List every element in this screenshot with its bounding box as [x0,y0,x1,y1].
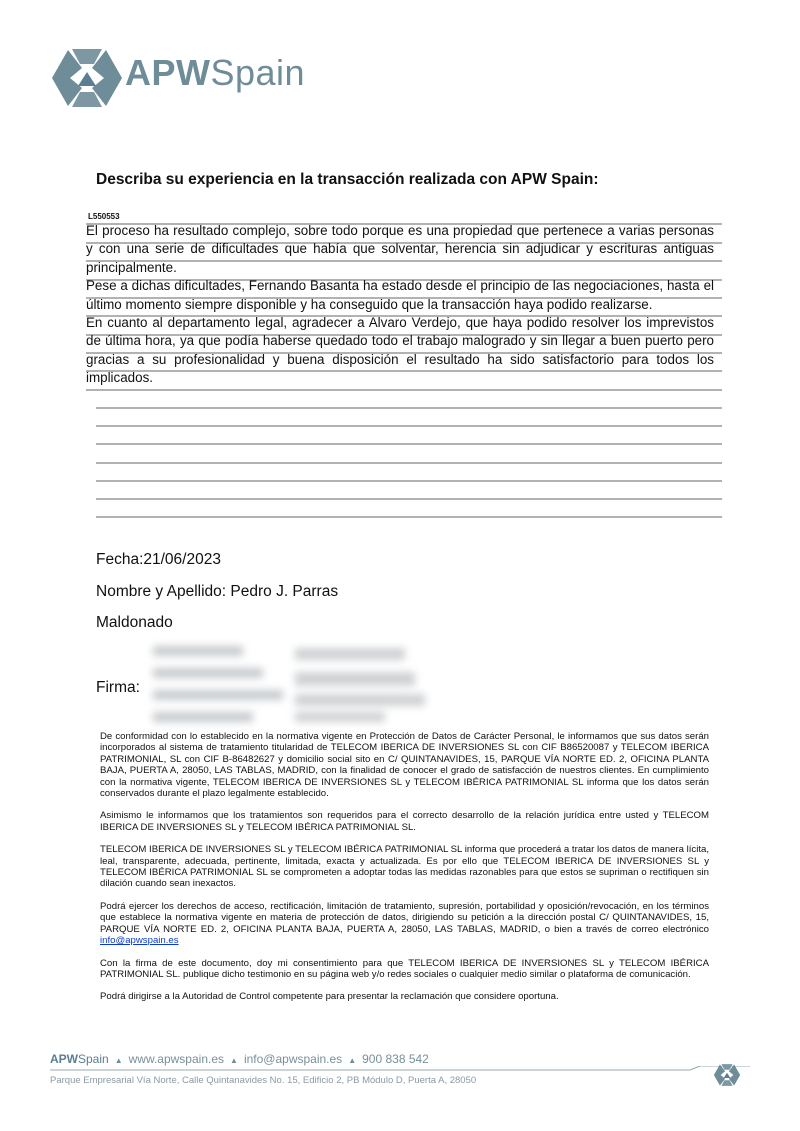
legal-paragraph: Podrá dirigirse a la Autoridad de Control competente para presentar la reclamación que considere oportuna. [100,991,559,1003]
legal-rights-text: Podrá ejercer los derechos de acceso, rectificación, limitación de tratamiento, supresión, portabilidad y oposición/revocación, en los términos que establece la normativa vigente en materia de protección de datos, dirigiendo su petición a la dirección postal C/ QUINTANAVIDES, 15, PARQUE VÍA NORTE ED. 2, OFICINA PLANTA BAJA, PUERTA A, 28050, LAS TABLAS, MADRID, o bien a través de correo electrónico [100,900,709,935]
legal-notice [100,731,709,1014]
triangle-icon: ▲ [114,1056,123,1065]
legal-paragraph-rights [100,901,709,947]
logo-wordmark [125,52,305,94]
blurred-signature [145,638,435,730]
legal-paragraph: Con la firma de este documento, doy mi consentimiento para que TELECOM IBERICA DE INVERSIONES SL y TELECOM IBÉRICA PATRIMONIAL SL. publique dicho testimonio en su página web y/o redes sociales o cualquier medio similar o plataforma de comunicación. [100,957,709,980]
apw-small-logo-icon [713,1063,741,1087]
footer-web-link[interactable]: www.apwspain.es [128,1052,225,1066]
footer-address: Parque Empresarial Vía Norte, Calle Quintanavides No. 15, Edificio 2, PB Módulo D, Puerta A, 28050 [50,1075,477,1086]
footer-brand [50,1052,109,1066]
footer-phone: 900 838 542 [362,1052,429,1066]
name-field: Nombre y Apellido: Pedro J. Parras [96,583,339,600]
signature-label: Firma: [96,679,140,696]
survey-question: Describa su experiencia en la transacción realizada con APW Spain: [96,171,599,188]
legal-paragraph: Asimismo le informamos que los tratamientos son requeridos para el correcto desarrollo de la relación jurídica entre usted y TELECOM IBERICA DE INVERSIONES SL y TELECOM IBÉRICA PATRIMONIAL SL. [100,810,709,833]
triangle-icon: ▲ [230,1056,238,1065]
logo-bold: APW [125,52,211,93]
reference-code: L550553 [88,212,120,221]
name-field-continued: Maldonado [96,614,173,631]
footer-contact [50,1052,429,1066]
email-link[interactable]: info@apwspain.es [100,935,179,947]
answer-paragraph: Pese a dichas dificultades, Fernando Basanta ha estado desde el principio de las negociaciones, hasta el último momento siempre disponible y ha conseguido que la transacción haya podido realizarse. [86,278,714,312]
footer-email-link[interactable]: info@apwspain.es [243,1052,343,1066]
logo-light: Spain [210,52,306,93]
answer-paragraph: El proceso ha resultado complejo, sobre todo porque es una propiedad que pertenece a varias personas y con una serie de dificultades que había que solventar, herencia sin adjudicar y escrituras antiguas principalmente. [86,223,714,275]
triangle-icon: ▲ [348,1056,357,1065]
date-field: Fecha:21/06/2023 [96,551,221,568]
footer-brand-bold: APW [50,1052,78,1066]
answer-paragraph: En cuanto al departamento legal, agradecer a Alvaro Verdejo, que haya podido resolver los imprevistos de última hora, ya que podía haberse quedado todo el trabajo malogrado y sin llegar a buen puerto pero gracias a su profesionalidad y buena disposición el resultado ha sido satisfactorio para todos los implicados. [86,315,714,386]
legal-paragraph: De conformidad con lo establecido en la normativa vigente en Protección de Datos de Carácter Personal, le informamos que sus datos serán incorporados al sistema de tratamiento titularidad de TELECOM IBERICA DE INVERSIONES SL con CIF B86520087 y TELECOM IBERICA PATRIMONIAL, SL con CIF B-86482627 y domicilio social sito en C/ QUINTANAVIDES, 15, PARQUE VÍA NORTE ED. 2, OFICINA PLANTA BAJA, PUERTA A, 28050, LAS TABLAS, MADRID, con la finalidad de conocer el grado de satisfacción de nuestros clientes. En cumplimiento con la normativa vigente, TELECOM IBERICA DE INVERSIONES SL y TELECOM IBÉRICA PATRIMONIAL SL informa que los datos serán conservados durante el plazo legalmente establecido. [100,731,709,800]
legal-paragraph: TELECOM IBERICA DE INVERSIONES SL y TELECOM IBÉRICA PATRIMONIAL SL informa que procederá a tratar los datos de manera lícita, leal, transparente, adecuada, pertinente, limitada, exacta y actualizada. Es por ello que TELECOM IBERICA DE INVERSIONES SL y TELECOM IBÉRICA PATRIMONIAL SL se comprometen a adoptar todas las medidas razonables para que estos se supriman o rectifiquen sin dilación cuando sean inexactos. [100,844,709,890]
footer-brand-light: Spain [78,1052,109,1066]
answer-text [86,222,714,388]
